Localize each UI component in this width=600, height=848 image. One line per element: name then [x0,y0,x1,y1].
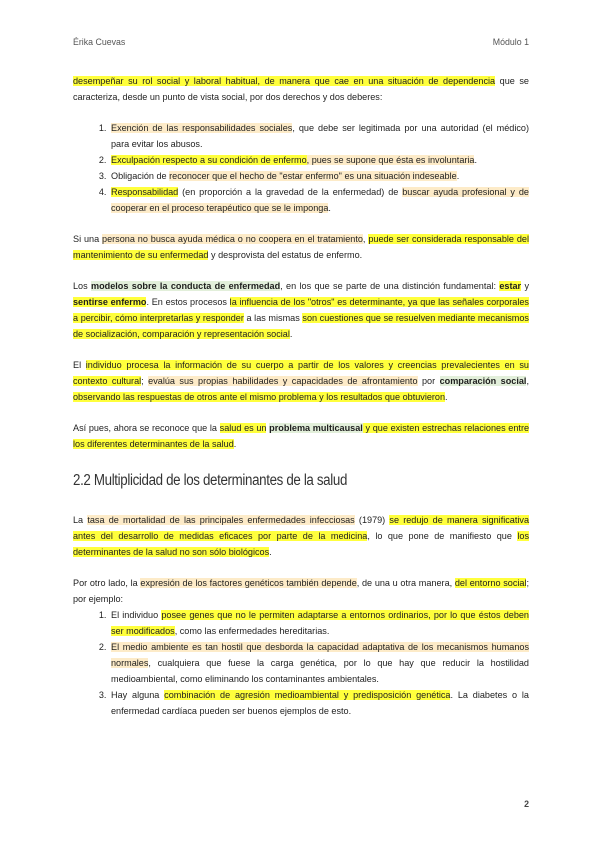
text-run: , [362,234,369,244]
text-run: , lo que pone de manifiesto que [367,531,518,541]
highlight: modelos sobre la conducta de enfermedad [91,281,281,291]
highlight: El medio ambiente es tan hostil que desborda la capacidad adaptativa de los mecanismos humanos normales [111,642,529,668]
paragraph-individual [73,357,529,405]
highlight: reconocer que el hecho de "estar enfermo" es una situación indeseable [169,171,457,181]
highlight: del entorno social [454,578,527,588]
paragraph-mortality [73,512,529,560]
text-run: , como las enfermedades hereditarias. [174,626,330,636]
text-run: . [445,392,448,402]
text-run: (en proporción a la gravedad de la enfermedad) de [178,187,403,197]
paragraph-multicausal [73,420,529,452]
text-run: , en los que se parte de una distinción fundamental: [280,281,500,291]
header-author: Érika Cuevas [73,37,126,47]
text-run: , que debe ser legitimada por una autoridad (el médico) para evitar los abusos. [111,123,529,149]
genetic-examples-list [73,607,529,719]
highlight: persona no busca ayuda médica o no coopera en el tratamiento [102,234,363,244]
highlight: estar [499,281,522,291]
text-run: (1979) [354,515,390,525]
text-run: . [474,155,478,165]
text-run: . [233,439,237,449]
highlight: evalúa sus propias habilidades y capacidades de afrontamiento [148,376,418,386]
text-run: El [73,360,86,370]
list-item [109,184,529,216]
highlight: observando las respuestas de otros ante el mismo problema y los resultados que obtuvieron [73,392,446,402]
text-run: Así pues, ahora se reconoce que la [73,423,220,433]
text-run: . En estos procesos [146,297,230,307]
text-run: por [417,376,440,386]
highlight: individuo procesa la información de su cuerpo a partir de los valores y creencias prevalecientes en su contexto cultural [73,360,529,386]
text-run: a las mismas [243,313,303,323]
header-module: Módulo 1 [492,37,529,47]
list-item [109,607,529,639]
text-run: Hay alguna [111,690,165,700]
highlight: tasa de mortalidad de las principales enfermedades infecciosas [87,515,355,525]
highlight: posee genes que no le permiten adaptarse a entornos ordinarios, por lo que éstos deben ser modificados [111,610,529,636]
text-run: que se caracteriza, desde un punto de vista social, por dos derechos y dos deberes: [73,76,529,102]
highlight: Exención de las responsabilidades sociales [111,123,293,133]
text-run: ; por ejemplo: [73,578,530,604]
highlight: expresión de los factores genéticos también depende [140,578,357,588]
list-item [109,687,529,719]
highlight: salud es un [219,423,267,433]
paragraph-responsibility [73,231,529,263]
highlight: combinación de agresión medioambiental y predisposición genética [164,690,451,700]
paragraph-models [73,278,529,342]
highlight: comparación social [439,376,527,386]
text-run: La [73,515,88,525]
text-run: . La diabetes o la enfermedad cardíaca pueden ser buenos ejemplos de esto. [111,690,529,716]
highlight: se redujo de manera significativa antes del desarrollo de medidas eficaces por parte de la medicina [73,515,529,541]
text-run: Si una [73,234,103,244]
text-run: , de una u otra manera, [356,578,455,588]
text-run: ; [141,376,149,386]
highlight: la influencia de los "otros" es determinante, ya que las señales corporales a percibir, cómo interpretarlas y responder [73,297,529,323]
highlight: problema multicausal [269,423,363,433]
text-run: El individuo [111,610,162,620]
paragraph-dependency [73,73,529,105]
list-item [109,639,529,687]
highlight: y que existen estrechas relaciones entre los diferentes determinantes de la salud [73,423,530,449]
highlight: sentirse enfermo [73,297,147,307]
text-run: , cualquiera que fuese la carga genética, por lo que hay que reducir la hostilidad medioambiental, como eliminando los contaminantes ambientales. [111,658,529,684]
highlight: desempeñar su rol social y laboral habitual, de manera que cae en una situación de dependencia [73,76,496,86]
text-run: . [328,203,331,213]
list-item [109,168,529,184]
paragraph-genetic [73,575,529,607]
page-number: 2 [524,799,529,809]
highlight: los determinantes de la salud no son sólo biológicos [73,531,529,557]
text-run: y [521,281,530,291]
highlight: son cuestiones que se resuelven mediante mecanismos de socialización, comparación y representación social [73,313,529,339]
text-run: . [269,547,272,557]
text-run: Por otro lado, la [73,578,141,588]
text-run: y desprovista del estatus de enfermo. [208,250,363,260]
text-run: Obligación de [111,171,170,181]
rights-duties-list [73,120,529,216]
section-title: 2.2 Multiplicidad de los determinantes de la salud [73,472,348,489]
highlight: buscar ayuda profesional y de cooperar en el proceso terapéutico que se le imponga [111,187,529,213]
list-item [109,120,529,152]
text-run: , [526,376,529,386]
highlight: Responsabilidad [111,187,179,197]
list-item [109,152,529,168]
page-content [73,73,529,725]
text-run: . [289,329,293,339]
highlight: , pues se supone que ésta es involuntaria [306,155,475,165]
highlight: puede ser considerada responsable del mantenimiento de su enfermedad [73,234,529,260]
highlight: Exculpación respecto a su condición de enfermo [111,155,307,165]
text-run: . [456,171,460,181]
text-run: Los [73,281,92,291]
